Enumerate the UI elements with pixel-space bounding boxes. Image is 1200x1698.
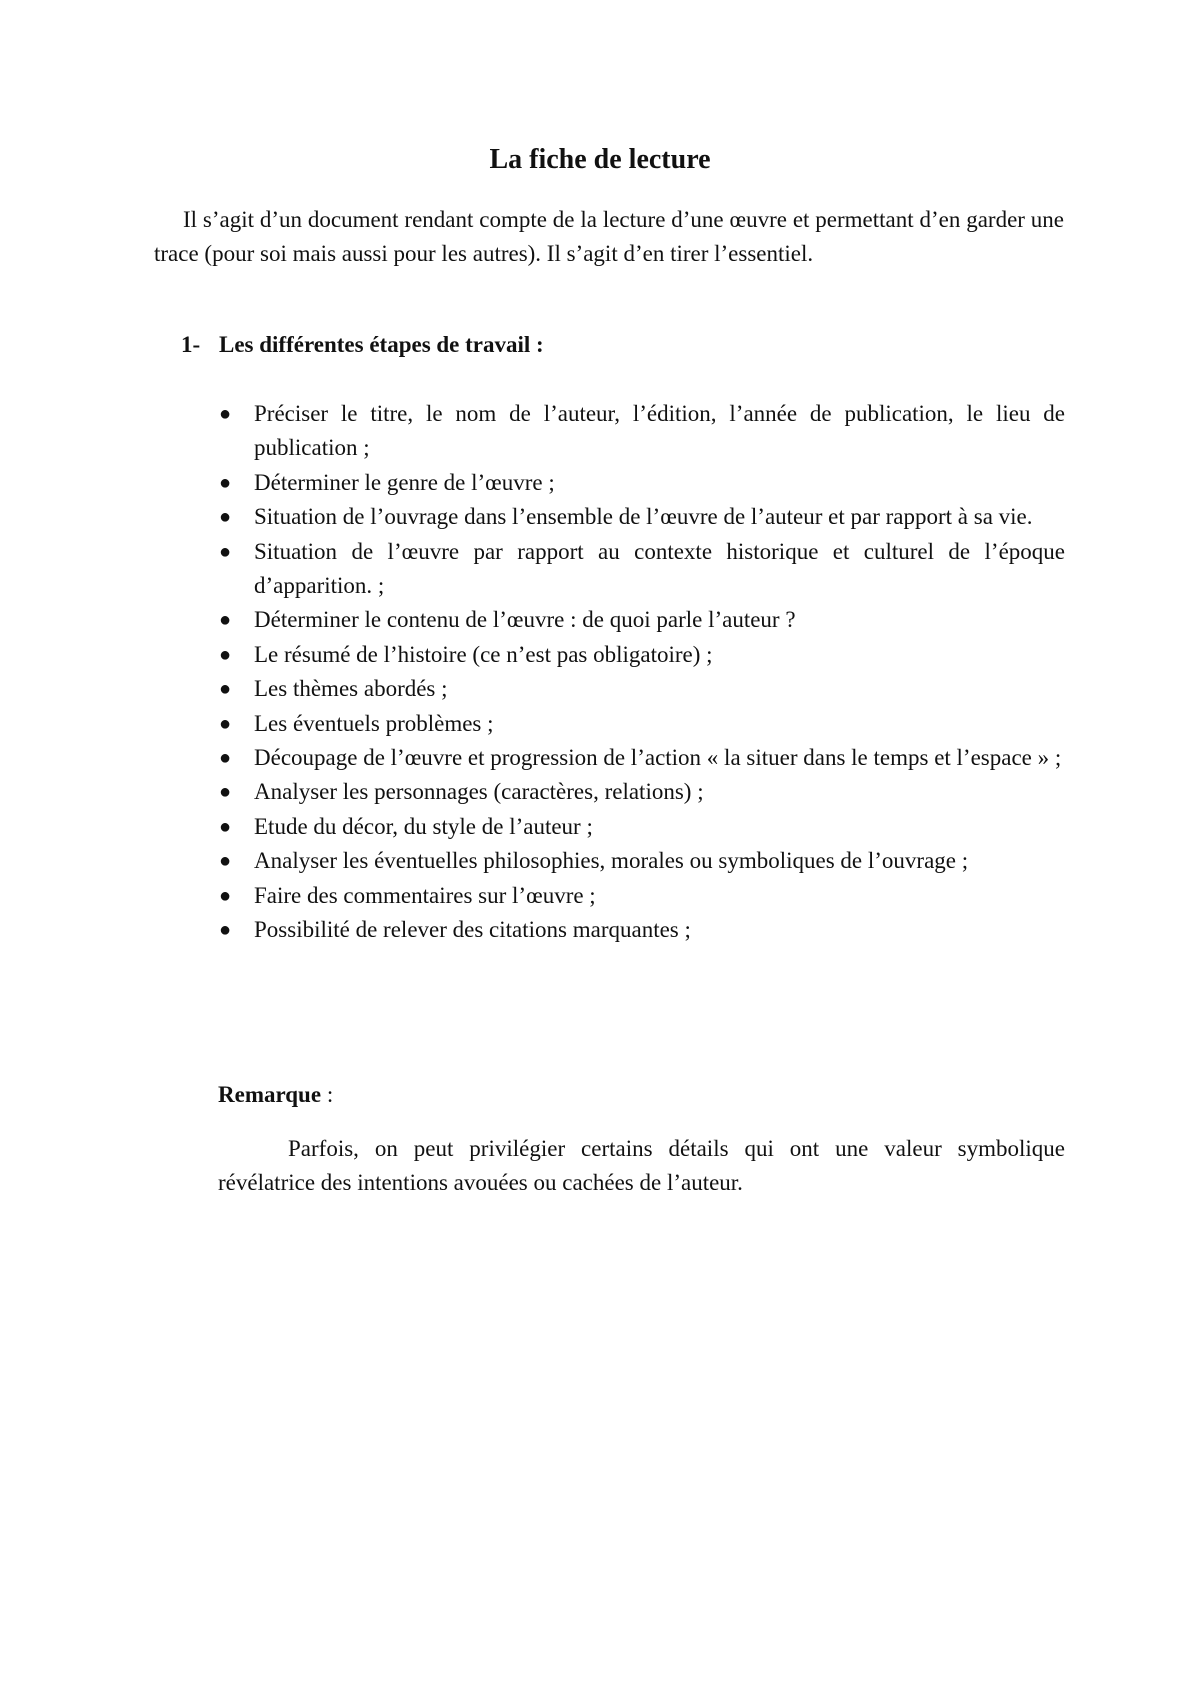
bullet-icon: ● (219, 850, 232, 873)
list-item (218, 535, 1065, 604)
list-item-text: Déterminer le contenu de l’œuvre : de quoi parle l’auteur ? (254, 607, 796, 633)
list-item (218, 879, 1065, 913)
list-item (218, 466, 1065, 500)
list-item-text: Le résumé de l’histoire (ce n’est pas obligatoire) ; (254, 641, 713, 667)
list-item (218, 844, 1065, 878)
list-item (218, 397, 1065, 466)
remark-paragraph: Parfois, on peut privilégier certains détails qui ont une valeur symbolique révélatrice des intentions avouées ou cachées de l’auteur. (218, 1136, 1065, 1195)
remark-heading (218, 1080, 333, 1110)
bullet-icon: ● (219, 747, 232, 770)
bullet-icon: ● (219, 540, 232, 563)
list-item (218, 638, 1065, 672)
bullet-icon: ● (219, 884, 232, 907)
list-item-text: Faire des commentaires sur l’œuvre ; (254, 882, 596, 908)
section-heading-text: Les différentes étapes de travail : (219, 332, 544, 357)
bullet-icon: ● (219, 678, 232, 701)
bullet-icon: ● (219, 609, 232, 632)
bullet-icon: ● (219, 643, 232, 666)
bullet-icon: ● (219, 712, 232, 735)
document-title: La fiche de lecture (489, 144, 711, 175)
steps-list (218, 397, 1065, 948)
list-item-text: Analyser les éventuelles philosophies, morales ou symboliques de l’ouvrage ; (254, 848, 969, 874)
list-item (218, 707, 1065, 741)
list-item (218, 913, 1065, 947)
remark-colon: : (321, 1082, 334, 1107)
list-item-text: Les thèmes abordés ; (254, 676, 448, 702)
list-item (218, 500, 1065, 534)
intro-paragraph: Il s’agit d’un document rendant compte de la lecture d’une œuvre et permettant d’en garder une trace (pour soi mais aussi pour les autres). Il s’agit d’en tirer l’essentiel. (154, 207, 1064, 266)
list-item (218, 672, 1065, 706)
section-number: 1- (181, 332, 201, 357)
list-item (218, 775, 1065, 809)
section-heading (181, 330, 544, 360)
bullet-icon: ● (219, 815, 232, 838)
bullet-icon: ● (219, 919, 232, 942)
bullet-icon: ● (219, 471, 232, 494)
list-item-text: Situation de l’ouvrage dans l’ensemble de l’œuvre de l’auteur et par rapport à sa vie. (254, 504, 1033, 530)
list-item-text: Situation de l’œuvre par rapport au contexte historique et culturel de l’époque d’apparition. ; (254, 538, 1065, 599)
list-item-text: Préciser le titre, le nom de l’auteur, l’édition, l’année de publication, le lieu de publication ; (254, 401, 1065, 461)
list-item (218, 741, 1065, 775)
list-item-text: Etude du décor, du style de l’auteur ; (254, 813, 593, 839)
list-item-text: Analyser les personnages (caractères, relations) ; (254, 779, 704, 805)
bullet-icon: ● (219, 781, 232, 804)
list-item-text: Découpage de l’œuvre et progression de l’action « la situer dans le temps et l’espace » ; (254, 745, 1062, 771)
bullet-icon: ● (219, 506, 232, 529)
remark-label: Remarque (218, 1082, 322, 1107)
list-item (218, 810, 1065, 844)
list-item (218, 603, 1065, 637)
list-item-text: Possibilité de relever des citations marquantes ; (254, 917, 691, 943)
bullet-icon: ● (219, 403, 232, 425)
list-item-text: Déterminer le genre de l’œuvre ; (254, 469, 555, 495)
list-item-text: Les éventuels problèmes ; (254, 710, 494, 736)
